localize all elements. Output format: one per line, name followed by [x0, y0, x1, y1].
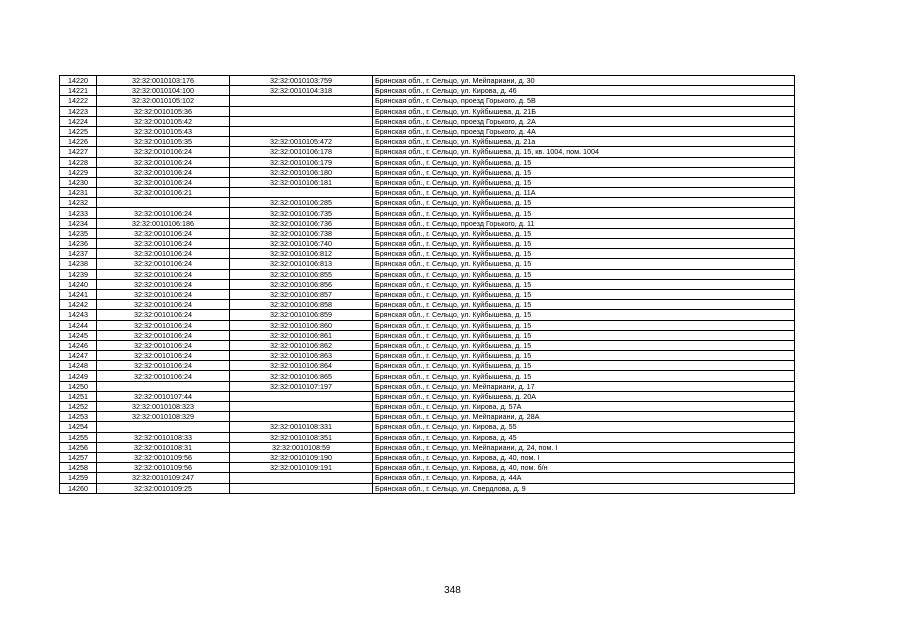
object-number-cell: 32:32:0010106:859 [230, 310, 373, 320]
cadastral-number-cell [97, 422, 230, 432]
registry-table-body [60, 76, 795, 494]
address-cell: Брянская обл., г. Сельцо, ул. Куйбышева, д. 15 [373, 249, 795, 259]
address-cell: Брянская обл., г. Сельцо, ул. Кирова, д. 57А [373, 402, 795, 412]
address-cell: Брянская обл., г. Сельцо, ул. Куйбышева, д. 15 [373, 320, 795, 330]
row-number-cell: 14231 [60, 188, 97, 198]
row-number-cell: 14244 [60, 320, 97, 330]
object-number-cell: 32:32:0010106:736 [230, 218, 373, 228]
address-cell: Брянская обл., г. Сельцо, ул. Куйбышева, д. 15 [373, 269, 795, 279]
object-number-cell [230, 473, 373, 483]
object-number-cell [230, 116, 373, 126]
object-number-cell [230, 483, 373, 493]
object-number-cell: 32:32:0010106:740 [230, 239, 373, 249]
table-row [60, 432, 795, 442]
address-cell: Брянская обл., г. Сельцо, ул. Куйбышева, д. 15 [373, 239, 795, 249]
address-cell: Брянская обл., г. Сельцо, ул. Куйбышева, д. 15 [373, 157, 795, 167]
cadastral-number-cell: 32:32:0010106:24 [97, 228, 230, 238]
registry-table [59, 75, 795, 494]
row-number-cell: 14238 [60, 259, 97, 269]
cadastral-number-cell: 32:32:0010108:31 [97, 442, 230, 452]
table-row [60, 300, 795, 310]
cadastral-number-cell: 32:32:0010106:186 [97, 218, 230, 228]
address-cell: Брянская обл., г. Сельцо, ул. Куйбышева, д. 15 [373, 310, 795, 320]
object-number-cell: 32:32:0010109:191 [230, 463, 373, 473]
object-number-cell: 32:32:0010106:812 [230, 249, 373, 259]
address-cell: Брянская обл., г. Сельцо, ул. Кирова, д. 40, пом. I [373, 452, 795, 462]
cadastral-number-cell: 32:32:0010106:24 [97, 330, 230, 340]
cadastral-number-cell: 32:32:0010106:24 [97, 371, 230, 381]
cadastral-number-cell: 32:32:0010106:24 [97, 289, 230, 299]
address-cell: Брянская обл., г. Сельцо, ул. Мейпариани, д. 17 [373, 381, 795, 391]
row-number-cell: 14245 [60, 330, 97, 340]
object-number-cell: 32:32:0010103:759 [230, 76, 373, 86]
table-row [60, 381, 795, 391]
address-cell: Брянская обл., г. Сельцо, ул. Кирова, д. 45 [373, 432, 795, 442]
table-row [60, 463, 795, 473]
table-row [60, 452, 795, 462]
object-number-cell: 32:32:0010106:858 [230, 300, 373, 310]
row-number-cell: 14228 [60, 157, 97, 167]
object-number-cell: 32:32:0010107:197 [230, 381, 373, 391]
table-row [60, 351, 795, 361]
address-cell: Брянская обл., г. Сельцо, ул. Свердлова, д. 9 [373, 483, 795, 493]
cadastral-number-cell: 32:32:0010109:247 [97, 473, 230, 483]
address-cell: Брянская обл., г. Сельцо, ул. Куйбышева, д. 15 [373, 361, 795, 371]
row-number-cell: 14240 [60, 279, 97, 289]
address-cell: Брянская обл., г. Сельцо, проезд Горького, д. 2А [373, 116, 795, 126]
row-number-cell: 14225 [60, 126, 97, 136]
cadastral-number-cell: 32:32:0010103:176 [97, 76, 230, 86]
address-cell: Брянская обл., г. Сельцо, ул. Куйбышева, д. 15 [373, 289, 795, 299]
table-row [60, 310, 795, 320]
row-number-cell: 14224 [60, 116, 97, 126]
object-number-cell [230, 126, 373, 136]
object-number-cell: 32:32:0010108:351 [230, 432, 373, 442]
table-row [60, 391, 795, 401]
row-number-cell: 14259 [60, 473, 97, 483]
table-row [60, 361, 795, 371]
table-row [60, 167, 795, 177]
address-cell: Брянская обл., г. Сельцо, ул. Кирова, д. 44А [373, 473, 795, 483]
address-cell: Брянская обл., г. Сельцо, проезд Горького, д. 5В [373, 96, 795, 106]
address-cell: Брянская обл., г. Сельцо, ул. Мейпариани, д. 30 [373, 76, 795, 86]
object-number-cell: 32:32:0010106:738 [230, 228, 373, 238]
object-number-cell: 32:32:0010106:181 [230, 177, 373, 187]
row-number-cell: 14230 [60, 177, 97, 187]
cadastral-number-cell: 32:32:0010106:24 [97, 361, 230, 371]
table-row [60, 412, 795, 422]
object-number-cell: 32:32:0010105:472 [230, 137, 373, 147]
row-number-cell: 14258 [60, 463, 97, 473]
object-number-cell [230, 106, 373, 116]
object-number-cell: 32:32:0010106:864 [230, 361, 373, 371]
cadastral-number-cell: 32:32:0010109:56 [97, 463, 230, 473]
table-row [60, 126, 795, 136]
row-number-cell: 14248 [60, 361, 97, 371]
object-number-cell [230, 391, 373, 401]
cadastral-number-cell: 32:32:0010106:24 [97, 259, 230, 269]
table-row [60, 340, 795, 350]
row-number-cell: 14236 [60, 239, 97, 249]
row-number-cell: 14243 [60, 310, 97, 320]
cadastral-number-cell: 32:32:0010105:42 [97, 116, 230, 126]
cadastral-number-cell: 32:32:0010105:102 [97, 96, 230, 106]
address-cell: Брянская обл., г. Сельцо, ул. Куйбышева, д. 15 [373, 208, 795, 218]
row-number-cell: 14222 [60, 96, 97, 106]
cadastral-number-cell: 32:32:0010107:44 [97, 391, 230, 401]
object-number-cell [230, 412, 373, 422]
table-row [60, 76, 795, 86]
cadastral-number-cell: 32:32:0010109:56 [97, 452, 230, 462]
object-number-cell: 32:32:0010104:318 [230, 86, 373, 96]
address-cell: Брянская обл., г. Сельцо, ул. Куйбышева, д. 15 [373, 259, 795, 269]
cadastral-number-cell: 32:32:0010106:24 [97, 340, 230, 350]
cadastral-number-cell: 32:32:0010106:24 [97, 177, 230, 187]
object-number-cell [230, 96, 373, 106]
address-cell: Брянская обл., г. Сельцо, ул. Куйбышева, д. 15 [373, 228, 795, 238]
object-number-cell: 32:32:0010106:861 [230, 330, 373, 340]
object-number-cell: 32:32:0010106:860 [230, 320, 373, 330]
object-number-cell: 32:32:0010109:190 [230, 452, 373, 462]
table-row [60, 249, 795, 259]
address-cell: Брянская обл., г. Сельцо, ул. Куйбышева, д. 15 [373, 177, 795, 187]
cadastral-number-cell: 32:32:0010106:24 [97, 147, 230, 157]
row-number-cell: 14239 [60, 269, 97, 279]
table-row [60, 188, 795, 198]
row-number-cell: 14221 [60, 86, 97, 96]
table-row [60, 198, 795, 208]
cadastral-number-cell: 32:32:0010104:100 [97, 86, 230, 96]
object-number-cell: 32:32:0010106:865 [230, 371, 373, 381]
address-cell: Брянская обл., г. Сельцо, проезд Горького, д. 11 [373, 218, 795, 228]
cadastral-number-cell: 32:32:0010106:24 [97, 239, 230, 249]
table-row [60, 402, 795, 412]
cadastral-number-cell: 32:32:0010106:24 [97, 167, 230, 177]
page-number: 348 [444, 585, 461, 596]
object-number-cell: 32:32:0010106:180 [230, 167, 373, 177]
table-row [60, 177, 795, 187]
row-number-cell: 14233 [60, 208, 97, 218]
object-number-cell: 32:32:0010106:855 [230, 269, 373, 279]
cadastral-number-cell: 32:32:0010106:24 [97, 157, 230, 167]
cadastral-number-cell [97, 198, 230, 208]
row-number-cell: 14234 [60, 218, 97, 228]
row-number-cell: 14260 [60, 483, 97, 493]
row-number-cell: 14256 [60, 442, 97, 452]
table-row [60, 483, 795, 493]
table-row [60, 208, 795, 218]
cadastral-number-cell: 32:32:0010106:24 [97, 300, 230, 310]
address-cell: Брянская обл., г. Сельцо, ул. Куйбышева, д. 21Б [373, 106, 795, 116]
object-number-cell: 32:32:0010106:857 [230, 289, 373, 299]
address-cell: Брянская обл., г. Сельцо, ул. Кирова, д. 55 [373, 422, 795, 432]
cadastral-number-cell: 32:32:0010106:24 [97, 249, 230, 259]
address-cell: Брянская обл., г. Сельцо, ул. Кирова, д. 40, пом. б/н [373, 463, 795, 473]
cadastral-number-cell: 32:32:0010106:24 [97, 310, 230, 320]
row-number-cell: 14232 [60, 198, 97, 208]
row-number-cell: 14226 [60, 137, 97, 147]
table-row [60, 442, 795, 452]
address-cell: Брянская обл., г. Сельцо, ул. Куйбышева, д. 15 [373, 300, 795, 310]
address-cell: Брянская обл., г. Сельцо, ул. Кирова, д. 46 [373, 86, 795, 96]
cadastral-number-cell: 32:32:0010106:24 [97, 320, 230, 330]
row-number-cell: 14249 [60, 371, 97, 381]
table-row [60, 137, 795, 147]
row-number-cell: 14254 [60, 422, 97, 432]
row-number-cell: 14223 [60, 106, 97, 116]
table-row [60, 422, 795, 432]
table-row [60, 147, 795, 157]
row-number-cell: 14257 [60, 452, 97, 462]
cadastral-number-cell: 32:32:0010106:24 [97, 208, 230, 218]
object-number-cell: 32:32:0010106:863 [230, 351, 373, 361]
address-cell: Брянская обл., г. Сельцо, ул. Куйбышева, д. 15 [373, 279, 795, 289]
cadastral-number-cell: 32:32:0010108:329 [97, 412, 230, 422]
address-cell: Брянская обл., г. Сельцо, ул. Куйбышева, д. 15 [373, 371, 795, 381]
row-number-cell: 14252 [60, 402, 97, 412]
row-number-cell: 14251 [60, 391, 97, 401]
address-cell: Брянская обл., г. Сельцо, ул. Куйбышева, д. 15 [373, 330, 795, 340]
address-cell: Брянская обл., г. Сельцо, ул. Куйбышева, д. 15, кв. 1004, пом. 1004 [373, 147, 795, 157]
cadastral-number-cell: 32:32:0010105:36 [97, 106, 230, 116]
object-number-cell: 32:32:0010106:178 [230, 147, 373, 157]
row-number-cell: 14246 [60, 340, 97, 350]
table-row [60, 116, 795, 126]
row-number-cell: 14247 [60, 351, 97, 361]
row-number-cell: 14242 [60, 300, 97, 310]
row-number-cell: 14235 [60, 228, 97, 238]
table-row [60, 157, 795, 167]
row-number-cell: 14227 [60, 147, 97, 157]
table-row [60, 96, 795, 106]
table-row [60, 320, 795, 330]
object-number-cell: 32:32:0010106:179 [230, 157, 373, 167]
table-row [60, 473, 795, 483]
cadastral-number-cell [97, 381, 230, 391]
address-cell: Брянская обл., г. Сельцо, ул. Куйбышева, д. 15 [373, 167, 795, 177]
address-cell: Брянская обл., г. Сельцо, ул. Куйбышева, д. 15 [373, 351, 795, 361]
address-cell: Брянская обл., г. Сельцо, ул. Мейпариани, д. 24, пом. I [373, 442, 795, 452]
object-number-cell: 32:32:0010106:285 [230, 198, 373, 208]
table-row [60, 106, 795, 116]
object-number-cell: 32:32:0010106:813 [230, 259, 373, 269]
row-number-cell: 14237 [60, 249, 97, 259]
address-cell: Брянская обл., г. Сельцо, ул. Куйбышева, д. 15 [373, 198, 795, 208]
table-row [60, 279, 795, 289]
row-number-cell: 14250 [60, 381, 97, 391]
row-number-cell: 14220 [60, 76, 97, 86]
table-row [60, 239, 795, 249]
object-number-cell [230, 402, 373, 412]
cadastral-number-cell: 32:32:0010105:35 [97, 137, 230, 147]
cadastral-number-cell: 32:32:0010106:24 [97, 279, 230, 289]
object-number-cell: 32:32:0010106:856 [230, 279, 373, 289]
row-number-cell: 14253 [60, 412, 97, 422]
cadastral-number-cell: 32:32:0010108:33 [97, 432, 230, 442]
table-row [60, 259, 795, 269]
address-cell: Брянская обл., г. Сельцо, ул. Куйбышева, д. 15 [373, 340, 795, 350]
object-number-cell: 32:32:0010106:862 [230, 340, 373, 350]
cadastral-number-cell: 32:32:0010106:21 [97, 188, 230, 198]
object-number-cell [230, 188, 373, 198]
address-cell: Брянская обл., г. Сельцо, ул. Куйбышева, д. 20А [373, 391, 795, 401]
table-row [60, 330, 795, 340]
address-cell: Брянская обл., г. Сельцо, ул. Куйбышева, д. 11А [373, 188, 795, 198]
row-number-cell: 14241 [60, 289, 97, 299]
address-cell: Брянская обл., г. Сельцо, ул. Мейпариани, д. 28А [373, 412, 795, 422]
object-number-cell: 32:32:0010108:59 [230, 442, 373, 452]
cadastral-number-cell: 32:32:0010106:24 [97, 351, 230, 361]
row-number-cell: 14255 [60, 432, 97, 442]
cadastral-number-cell: 32:32:0010109:25 [97, 483, 230, 493]
table-row [60, 228, 795, 238]
object-number-cell: 32:32:0010106:735 [230, 208, 373, 218]
table-row [60, 269, 795, 279]
cadastral-number-cell: 32:32:0010108:323 [97, 402, 230, 412]
table-row [60, 289, 795, 299]
table-row [60, 218, 795, 228]
row-number-cell: 14229 [60, 167, 97, 177]
address-cell: Брянская обл., г. Сельцо, проезд Горького, д. 4А [373, 126, 795, 136]
object-number-cell: 32:32:0010108:331 [230, 422, 373, 432]
cadastral-number-cell: 32:32:0010106:24 [97, 269, 230, 279]
table-row [60, 86, 795, 96]
address-cell: Брянская обл., г. Сельцо, ул. Куйбышева, д. 21а [373, 137, 795, 147]
table-row [60, 371, 795, 381]
cadastral-number-cell: 32:32:0010105:43 [97, 126, 230, 136]
